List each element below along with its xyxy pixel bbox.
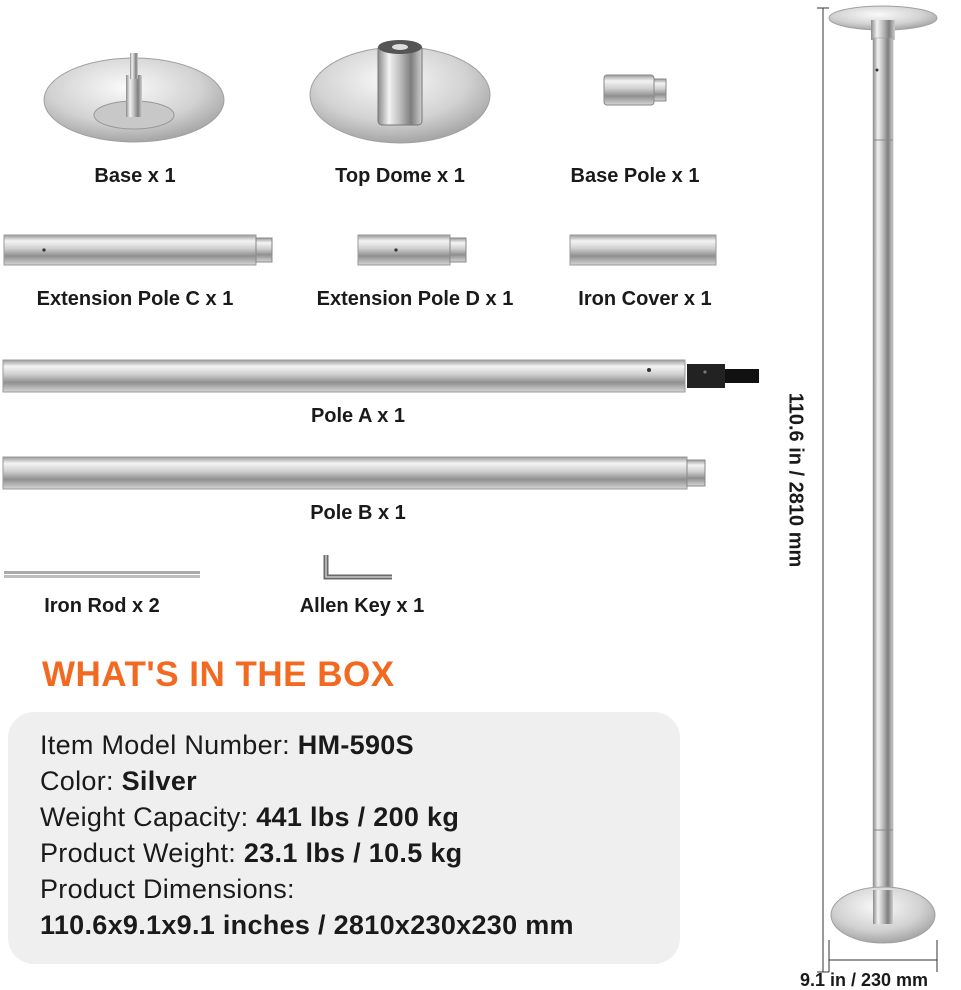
- pole-b-label: Pole B x 1: [310, 502, 406, 524]
- pole-a-image: [3, 358, 763, 394]
- spec-dimensions-value: 110.6x9.1x9.1 inches / 2810x230x230 mm: [40, 910, 574, 940]
- top-dome-image: [308, 35, 493, 145]
- extension-pole-d-image: [358, 233, 468, 267]
- allen-key-label: Allen Key x 1: [299, 595, 425, 617]
- iron-rod-label: Iron Rod x 2: [44, 595, 160, 617]
- spec-dimensions-label: Product Dimensions:: [40, 874, 295, 904]
- width-dimension-label: 9.1 in / 230 mm: [800, 970, 929, 990]
- iron-rod-image: [4, 570, 204, 580]
- base-pole-image: [604, 73, 666, 107]
- iron-cover-image: [570, 233, 718, 267]
- extension-pole-c-image: [4, 233, 274, 267]
- base-image: [42, 45, 227, 145]
- pole-b-image: [3, 455, 708, 491]
- spec-capacity: Weight Capacity: 441 lbs / 200 kg: [40, 802, 460, 832]
- extension-pole-d-label: Extension Pole D x 1: [316, 288, 514, 310]
- pole-a-label: Pole A x 1: [310, 405, 406, 427]
- base-label: Base x 1: [94, 165, 176, 187]
- spec-color: Color: Silver: [40, 766, 197, 796]
- box-heading: WHAT'S IN THE BOX: [42, 655, 395, 694]
- spec-model: Item Model Number: HM-590S: [40, 730, 414, 760]
- allen-key-image: [322, 553, 398, 583]
- extension-pole-c-label: Extension Pole C x 1: [36, 288, 234, 310]
- height-dimension-label: 110.6 in / 2810 mm: [784, 392, 807, 568]
- top-dome-label: Top Dome x 1: [335, 165, 465, 187]
- iron-cover-label: Iron Cover x 1: [578, 288, 712, 310]
- assembled-pole-image: [815, 0, 955, 990]
- base-pole-label: Base Pole x 1: [570, 165, 700, 187]
- spec-weight: Product Weight: 23.1 lbs / 10.5 kg: [40, 838, 463, 868]
